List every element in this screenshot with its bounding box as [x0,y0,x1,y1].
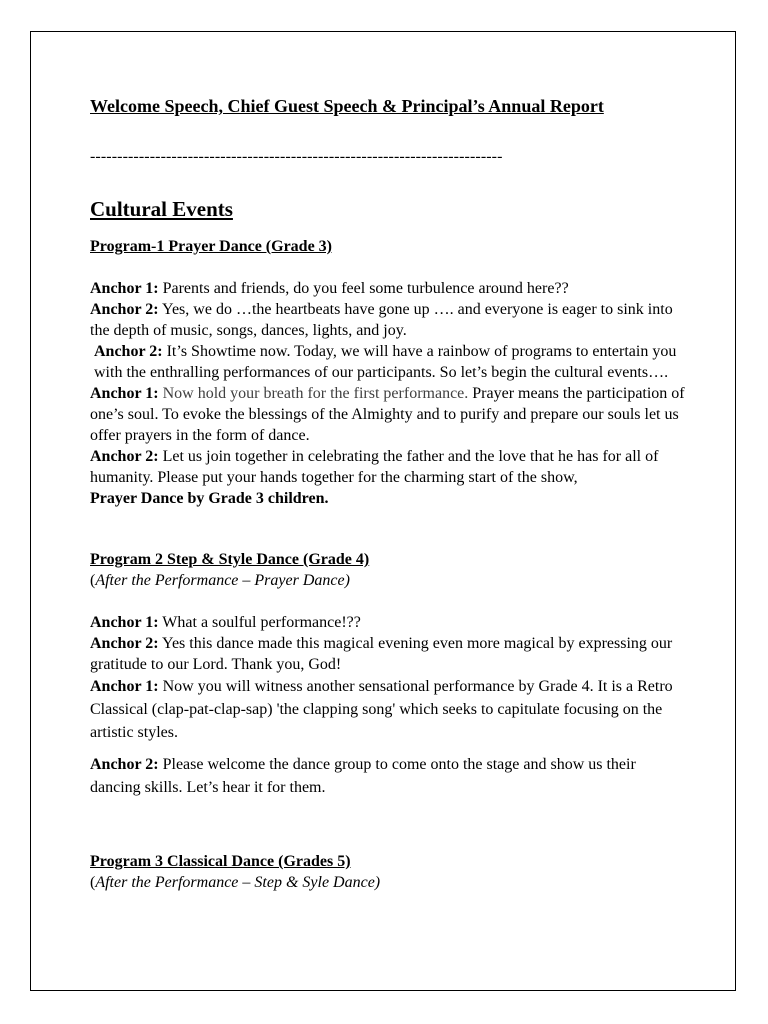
speaker-label: Anchor 2: [90,635,159,652]
speaker-label: Anchor 2: [90,756,159,773]
note-paren: ( [90,572,96,589]
closing-line: Prayer Dance by Grade 3 children. [90,490,329,507]
dialogue-text: Now you will witness another sensational performance by Grade 4. It is a Retro Classical (clap-pat-clap-sap) 'the clapping song' which seeks to capitulate focusing on the artistic styles. [90,678,673,741]
section-heading: Cultural Events [90,197,233,221]
speaker-label: Anchor 1: [90,385,159,402]
divider-line: ---------------------------------------------------------------------------- [90,148,503,165]
dialogue-line [90,299,690,341]
program-1-title: Program-1 Prayer Dance (Grade 3) [90,238,332,255]
dialogue-text: It’s Showtime now. Today, we will have a rainbow of programs to entertain you with the enthralling performances of our participants. So let’s begin the cultural events…. [94,343,677,381]
dialogue-line [90,633,690,675]
note-paren: ( [90,874,96,891]
dialogue-line [90,446,690,488]
program-2-title: Program 2 Step & Style Dance (Grade 4) [90,551,370,568]
dialogue-text: Let us join together in celebrating the father and the love that he has for all of humanity. Please put your hands together for the charming start of the show, [90,448,659,486]
document-title: Welcome Speech, Chief Guest Speech & Principal’s Annual Report [90,96,604,116]
program-1-script [90,278,690,509]
document-body [90,94,690,893]
program-3-title: Program 3 Classical Dance (Grades 5) [90,853,351,870]
program-3-note [90,872,690,893]
dialogue-text: Please welcome the dance group to come onto the stage and show us their dancing skills. Let’s hear it for them. [90,756,636,796]
speaker-label: Anchor 2: [90,301,159,318]
program-2-script [90,612,690,799]
program-2-note [90,570,690,591]
speaker-label: Anchor 1: [90,678,159,695]
speaker-label: Anchor 1: [90,280,159,297]
dialogue-line [90,612,690,633]
dialogue-text: Prayer means the participation of one’s soul. To evoke the blessings of the Almighty and to purify and prepare our souls let us offer prayers in the form of dance. [90,385,685,444]
note-text: After the Performance – Prayer Dance) [95,572,350,589]
dialogue-line [90,383,690,446]
dialogue-text: What a soulful performance!?? [158,614,361,631]
dialogue-line [90,753,690,799]
note-text: After the Performance – Step & Syle Dance) [95,874,381,891]
dialogue-text: Yes this dance made this magical evening even more magical by expressing our gratitude to our Lord. Thank you, God! [90,635,673,673]
dialogue-text-gray: Now hold your breath for the first performance. [158,385,469,402]
speaker-label: Anchor 2: [90,448,159,465]
speaker-label: Anchor 1: [90,614,159,631]
dialogue-text: Yes, we do …the heartbeats have gone up …. and everyone is eager to sink into the depth of music, songs, dances, lights, and joy. [90,301,673,339]
dialogue-text: Parents and friends, do you feel some turbulence around here?? [158,280,569,297]
dialogue-line [90,675,690,744]
dialogue-line [90,278,690,299]
dialogue-line [90,341,690,383]
speaker-label: Anchor 2: [94,343,163,360]
